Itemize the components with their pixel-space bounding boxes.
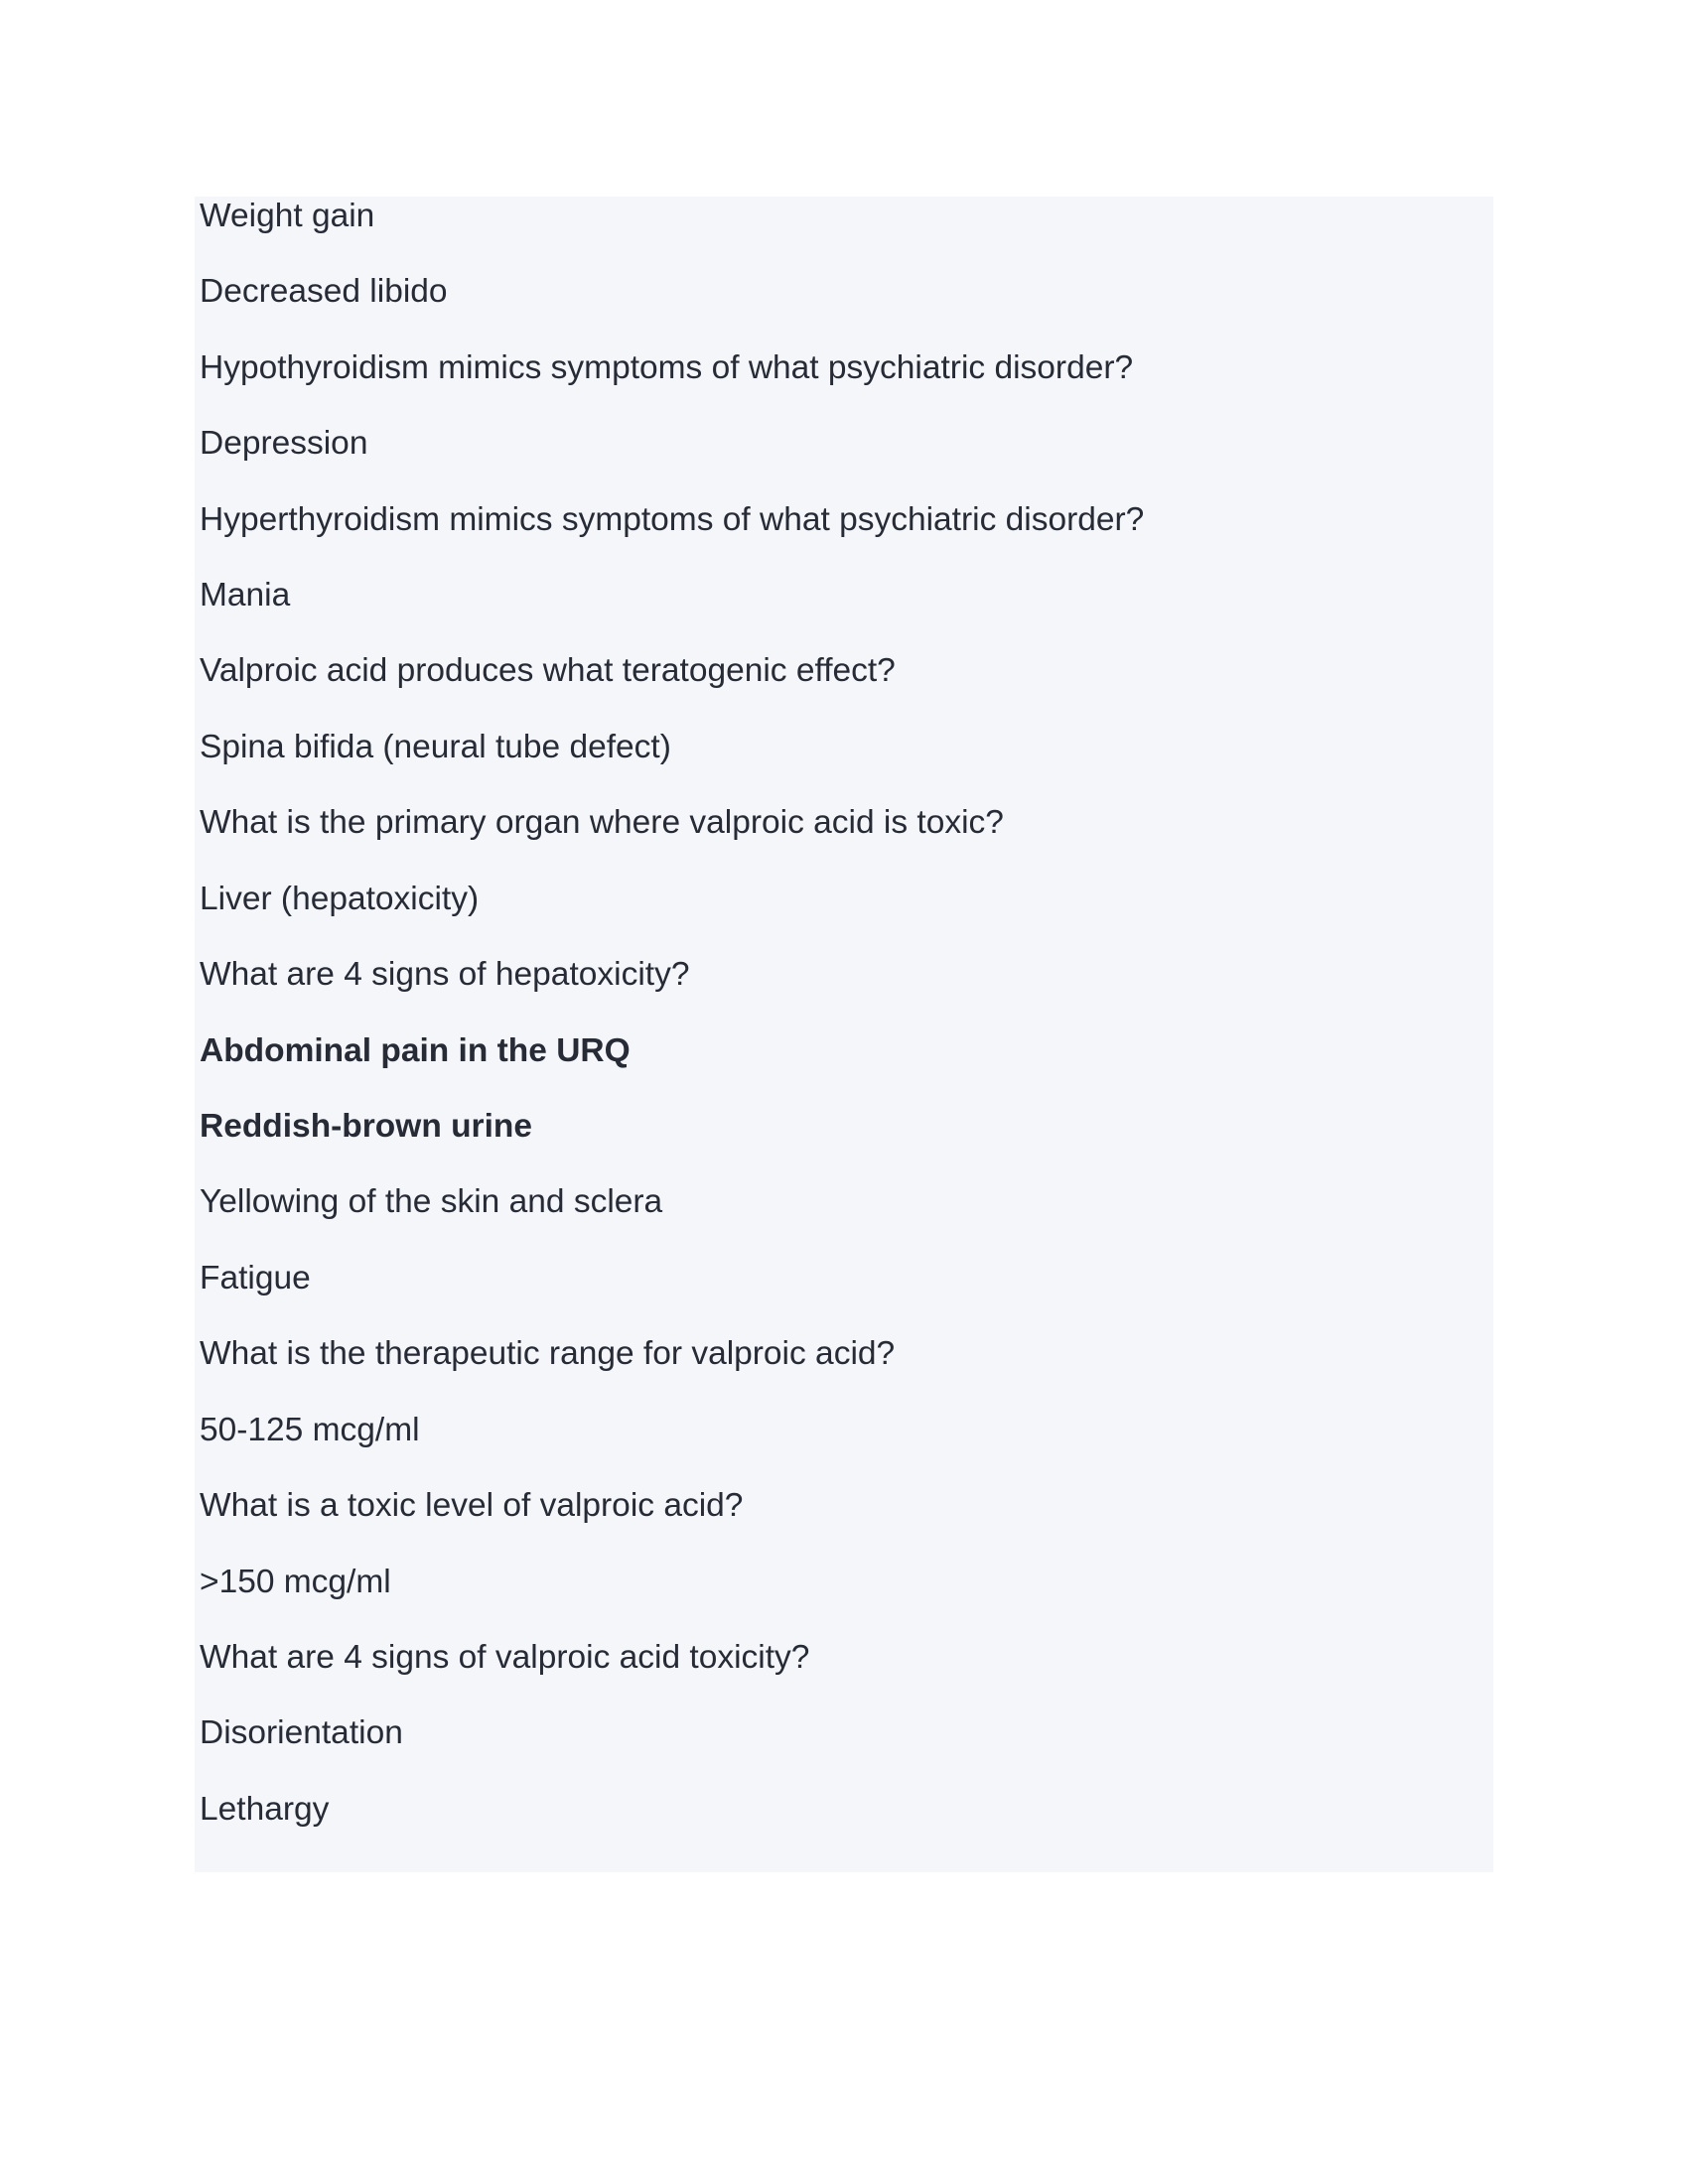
- text-line: Liver (hepatoxicity): [200, 881, 480, 917]
- text-line: Disorientation: [200, 1714, 403, 1751]
- text-line: What is the therapeutic range for valproic acid?: [200, 1335, 896, 1372]
- text-line: What is the primary organ where valproic acid is toxic?: [200, 804, 1004, 841]
- text-line: Mania: [200, 577, 291, 614]
- text-line: Spina bifida (neural tube defect): [200, 729, 671, 765]
- text-line: What are 4 signs of hepatoxicity?: [200, 956, 690, 993]
- text-line: Depression: [200, 425, 368, 462]
- text-line-bold: Reddish-brown urine: [200, 1108, 532, 1145]
- text-line: Yellowing of the skin and sclera: [200, 1183, 663, 1220]
- text-line-bold: Abdominal pain in the URQ: [200, 1032, 631, 1069]
- text-line: What is a toxic level of valproic acid?: [200, 1487, 744, 1524]
- text-line: Lethargy: [200, 1791, 330, 1828]
- text-line: Fatigue: [200, 1260, 311, 1297]
- text-line: >150 mcg/ml: [200, 1564, 391, 1600]
- text-line: Hyperthyroidism mimics symptoms of what psychiatric disorder?: [200, 501, 1145, 538]
- text-line: 50-125 mcg/ml: [200, 1412, 420, 1448]
- text-line: Hypothyroidism mimics symptoms of what psychiatric disorder?: [200, 349, 1134, 386]
- text-line: Decreased libido: [200, 273, 448, 310]
- document-panel: [195, 197, 1493, 1872]
- text-line: What are 4 signs of valproic acid toxicity?: [200, 1639, 810, 1676]
- text-line: Valproic acid produces what teratogenic effect?: [200, 652, 896, 689]
- text-line: Weight gain: [200, 198, 375, 234]
